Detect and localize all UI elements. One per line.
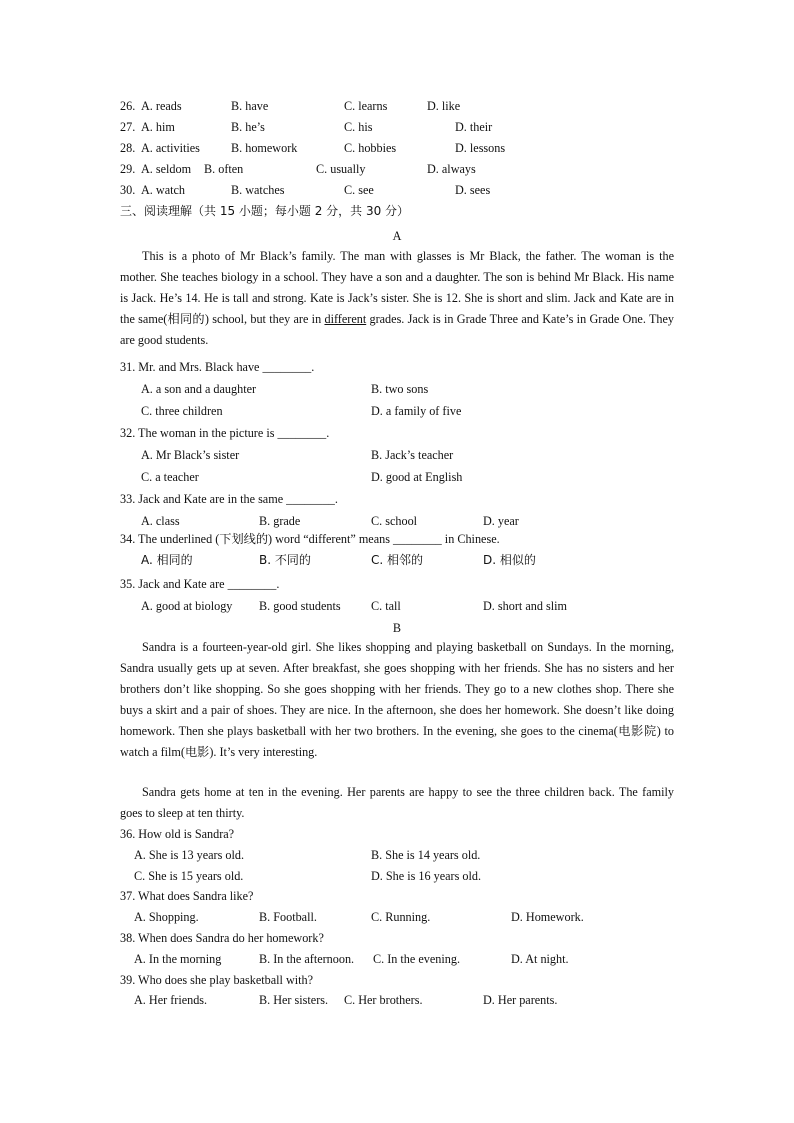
- q36-option-d: D. She is 16 years old.: [371, 869, 482, 883]
- q39-option-b: B. Her sisters.: [259, 993, 329, 1007]
- q31-option-b: B. two sons: [371, 382, 429, 396]
- q38-option-b: B. In the afternoon.: [259, 952, 355, 966]
- q29-option-d: D. always: [427, 162, 476, 176]
- q27-option-d: D. their: [455, 120, 493, 134]
- passage-b-text-2: Sandra gets home at ten in the evening. Her parents are happy to see the three children back. The family goes to sleep at ten thirty.: [120, 785, 674, 820]
- q27-number: 27.: [120, 120, 136, 134]
- q28-option-c: C. hobbies: [344, 141, 397, 155]
- q31-option-d: D. a family of five: [371, 404, 462, 418]
- q34-option-d: D. 相似的: [483, 553, 536, 567]
- q35-option-c: C. tall: [371, 599, 401, 613]
- q36-option-c: C. She is 15 years old.: [134, 869, 244, 883]
- q30-option-b: B. watches: [231, 183, 285, 197]
- q39-stem: 39. Who does she play basketball with?: [120, 973, 314, 987]
- q29-number: 29.: [120, 162, 136, 176]
- q26-option-c: C. learns: [344, 99, 388, 113]
- q37-option-c: C. Running.: [371, 910, 431, 924]
- q31-option-c: C. three children: [141, 404, 223, 418]
- q28-option-b: B. homework: [231, 141, 298, 155]
- q30-option-a: A. watch: [141, 183, 185, 197]
- passage-a-text-1: This is a photo of Mr Black’s family. The man with glasses is Mr Black, the father. The woman is the mother. She teaches biology in a school. They have a son and a daughter. The son is behind Mr Black. His name is Jack. He’s 14. He is tall and strong. Kate is Jack’s sister. She is 12. She is short and slim. Jack and Kate are in the same(相同的) school, but they are in: [120, 249, 674, 326]
- q34-option-c: C. 相邻的: [371, 553, 424, 567]
- q30-number: 30.: [120, 183, 136, 197]
- q28-option-d: D. lessons: [455, 141, 506, 155]
- q33-option-b: B. grade: [259, 514, 301, 528]
- q35-stem: 35. Jack and Kate are ________.: [120, 577, 280, 591]
- section-title: 三、阅读理解（共 15 小题；每小题 2 分，共 30 分）: [120, 204, 410, 218]
- q35-option-b: B. good students: [259, 599, 341, 613]
- q32-option-a: A. Mr Black’s sister: [141, 448, 240, 462]
- q36-stem: 36. How old is Sandra?: [120, 827, 235, 841]
- passage-b-label: B: [392, 621, 402, 635]
- q30-option-c: C. see: [344, 183, 374, 197]
- q26-option-b: B. have: [231, 99, 269, 113]
- q32-option-c: C. a teacher: [141, 470, 199, 484]
- q31-stem: 31. Mr. and Mrs. Black have ________.: [120, 360, 315, 374]
- q29-option-a: A. seldom: [141, 162, 192, 176]
- q27-option-a: A. him: [141, 120, 175, 134]
- q33-option-d: D. year: [483, 514, 519, 528]
- underlined-word: different: [324, 312, 367, 326]
- passage-b-text-1: Sandra is a fourteen-year-old girl. She likes shopping and playing basketball on Sundays. In the morning, Sandra usually gets up at seven. After breakfast, she goes shopping with her friends. She has no sisters and her brothers don’t like shopping. So she goes shopping with her friends. They go to a new clothes shop. There she buys a skirt and a pair of shoes. They are nice. In the afternoon, she does her homework. She doesn’t like doing homework. Then she plays basketball with her two brothers. In the evening, she goes to the cinema(电影院) to watch a film(电影). It’s very interesting.: [120, 640, 674, 759]
- q39-option-c: C. Her brothers.: [344, 993, 423, 1007]
- q38-option-a: A. In the morning: [134, 952, 222, 966]
- q34-stem: 34. The underlined (下划线的) word “different” means ________ in Chinese.: [120, 532, 500, 546]
- q28-option-a: A. activities: [141, 141, 200, 155]
- q38-option-c: C. In the evening.: [373, 952, 460, 966]
- passage-b-paragraph-1: [120, 637, 674, 763]
- q39-option-d: D. Her parents.: [483, 993, 558, 1007]
- q33-option-a: A. class: [141, 514, 180, 528]
- q31-option-a: A. a son and a daughter: [141, 382, 257, 396]
- q37-option-b: B. Football.: [259, 910, 317, 924]
- q26-number: 26.: [120, 99, 136, 113]
- q35-option-d: D. short and slim: [483, 599, 567, 613]
- q34-option-a: A. 相同的: [141, 553, 193, 567]
- q26-option-a: A. reads: [141, 99, 182, 113]
- q36-option-b: B. She is 14 years old.: [371, 848, 481, 862]
- q28-number: 28.: [120, 141, 136, 155]
- q32-stem: 32. The woman in the picture is ________.: [120, 426, 330, 440]
- q30-option-d: D. sees: [455, 183, 491, 197]
- q33-stem: 33. Jack and Kate are in the same ________.: [120, 492, 338, 506]
- q36-option-a: A. She is 13 years old.: [134, 848, 245, 862]
- q37-stem: 37. What does Sandra like?: [120, 889, 254, 903]
- q32-option-b: B. Jack’s teacher: [371, 448, 454, 462]
- q29-option-c: C. usually: [316, 162, 366, 176]
- q27-option-c: C. his: [344, 120, 373, 134]
- passage-a: [120, 246, 674, 351]
- q37-option-a: A. Shopping.: [134, 910, 199, 924]
- q32-option-d: D. good at English: [371, 470, 463, 484]
- passage-a-label: A: [392, 229, 402, 243]
- q38-option-d: D. At night.: [511, 952, 569, 966]
- q26-option-d: D. like: [427, 99, 461, 113]
- q37-option-d: D. Homework.: [511, 910, 584, 924]
- q38-stem: 38. When does Sandra do her homework?: [120, 931, 324, 945]
- q27-option-b: B. he’s: [231, 120, 265, 134]
- q34-option-b: B. 不同的: [259, 553, 311, 567]
- q29-option-b: B. often: [204, 162, 244, 176]
- passage-a-text-2: grades. Jack is in Grade Three and Kate’s in Grade One. They are good students.: [120, 312, 675, 347]
- passage-b-paragraph-2: [120, 782, 674, 824]
- q39-option-a: A. Her friends.: [134, 993, 208, 1007]
- q35-option-a: A. good at biology: [141, 599, 233, 613]
- q33-option-c: C. school: [371, 514, 418, 528]
